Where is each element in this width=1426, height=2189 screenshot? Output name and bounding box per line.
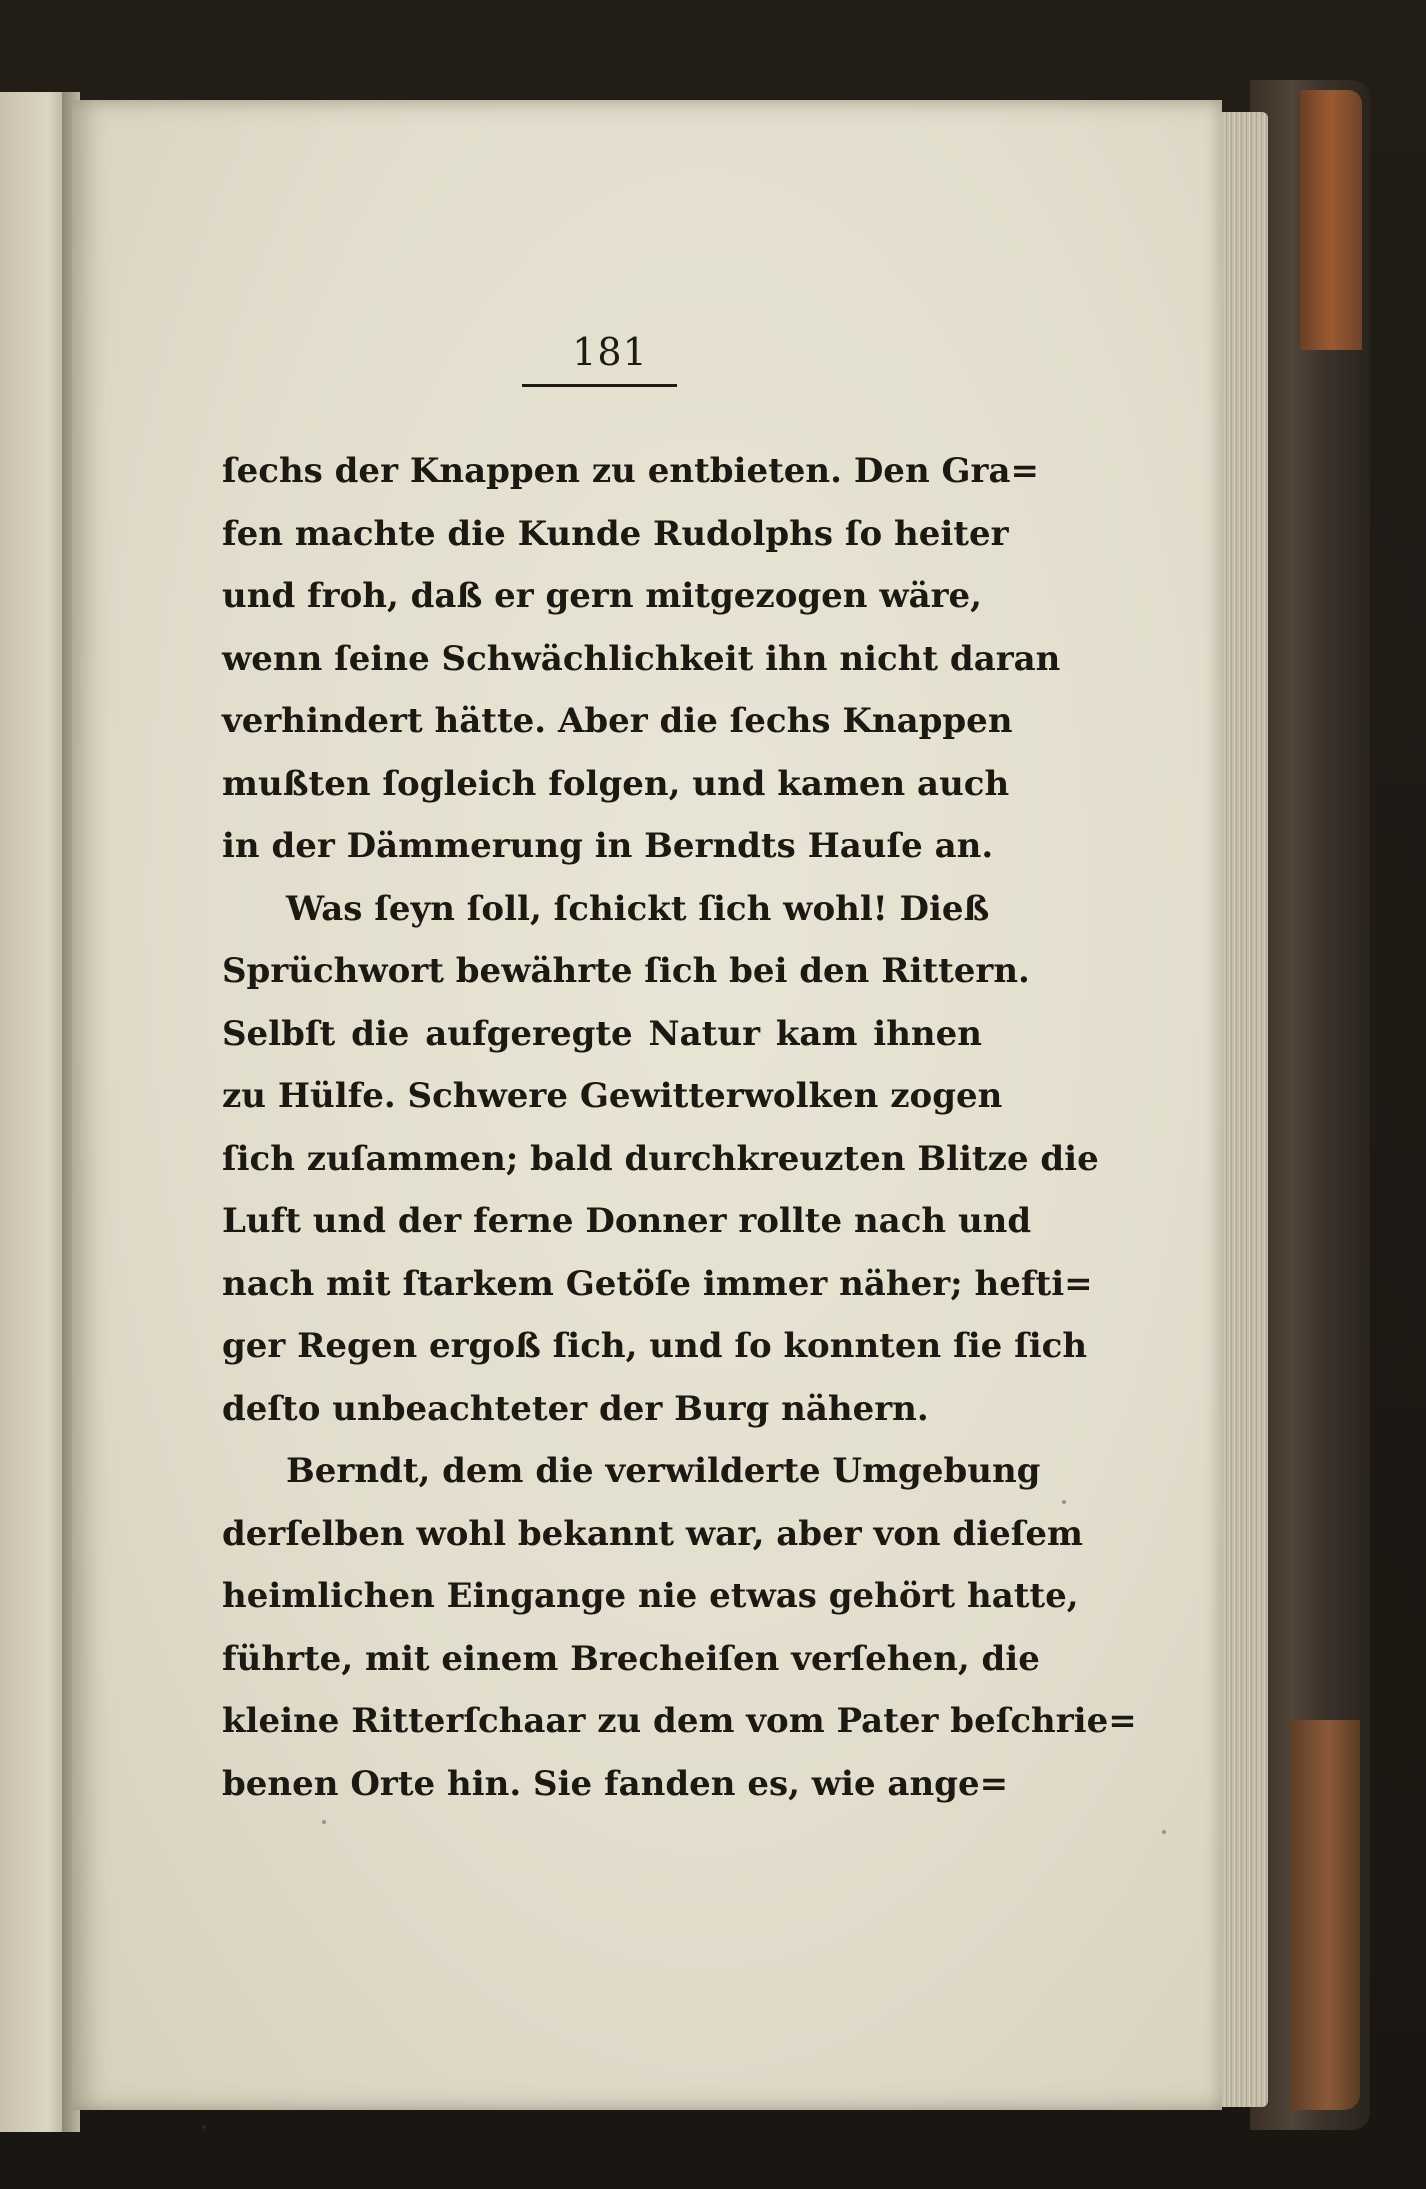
text-line: in der Dämmerung in Berndts Hauſe an. bbox=[222, 826, 994, 866]
text-line: verhindert hätte. Aber die ſechs Knappen bbox=[222, 701, 1013, 741]
page-number-rule bbox=[522, 384, 677, 387]
text-line: ſich zuſammen; bald durchkreuzten Blitze die bbox=[222, 1138, 1099, 1179]
text-line: fen machte die Kunde Rudolphs ſo heiter bbox=[222, 513, 1009, 554]
paper-speck bbox=[202, 2125, 206, 2129]
page-number: 181 bbox=[572, 330, 648, 374]
text-line: ſechs der Knappen zu entbieten. Den Gra= bbox=[222, 451, 1039, 491]
paper-speck bbox=[1062, 1500, 1066, 1504]
text-line: Luft und der ferne Donner rollte nach und bbox=[222, 1201, 1032, 1241]
text-line: wenn ſeine Schwächlichkeit ihn nicht daran bbox=[222, 638, 1061, 679]
text-line: ger Regen ergoß ſich, und ſo konnten ſie ſich bbox=[222, 1326, 1088, 1366]
text-line: Sprüchwort bewährte ſich bei den Rittern. bbox=[222, 951, 1030, 991]
text-line: Berndt, dem die verwilderte Umgebung bbox=[286, 1451, 1041, 1491]
text-line: und froh, daß er gern mitgezogen wäre, bbox=[222, 576, 983, 616]
text-line: führte, mit einem Brecheiſen verſehen, die bbox=[222, 1638, 1040, 1679]
text-line: mußten ſogleich folgen, und kamen auch bbox=[222, 763, 1010, 804]
cover-leather-corner-top bbox=[1300, 90, 1362, 350]
text-line: Was ſeyn ſoll, ſchickt ſich wohl! Dieß bbox=[286, 888, 990, 929]
text-line: kleine Ritterſchaar zu dem vom Pater beſchrie= bbox=[222, 1701, 1137, 1741]
text-line: deſto unbeachteter der Burg nähern. bbox=[222, 1388, 929, 1429]
text-line: heimlichen Eingange nie etwas gehört hatte, bbox=[222, 1576, 1079, 1616]
page-block-edges bbox=[1218, 112, 1268, 2107]
paper-speck bbox=[322, 1820, 326, 1824]
facing-page-edge bbox=[0, 92, 68, 2132]
page-text bbox=[222, 440, 1137, 1815]
text-line: zu Hülfe. Schwere Gewitterwolken zogen bbox=[222, 1076, 1003, 1116]
paper-speck bbox=[1162, 1830, 1166, 1834]
text-line: nach mit ſtarkem Getöſe immer näher; hefti= bbox=[222, 1263, 1093, 1304]
text-line: Selbſt die aufgeregte Natur kam ihnen bbox=[222, 1013, 982, 1054]
text-line: benen Orte hin. Sie fanden es, wie ange= bbox=[222, 1763, 1009, 1804]
cover-leather-corner-bottom bbox=[1290, 1720, 1360, 2110]
text-line: derſelben wohl bekannt war, aber von dieſem bbox=[222, 1513, 1083, 1554]
